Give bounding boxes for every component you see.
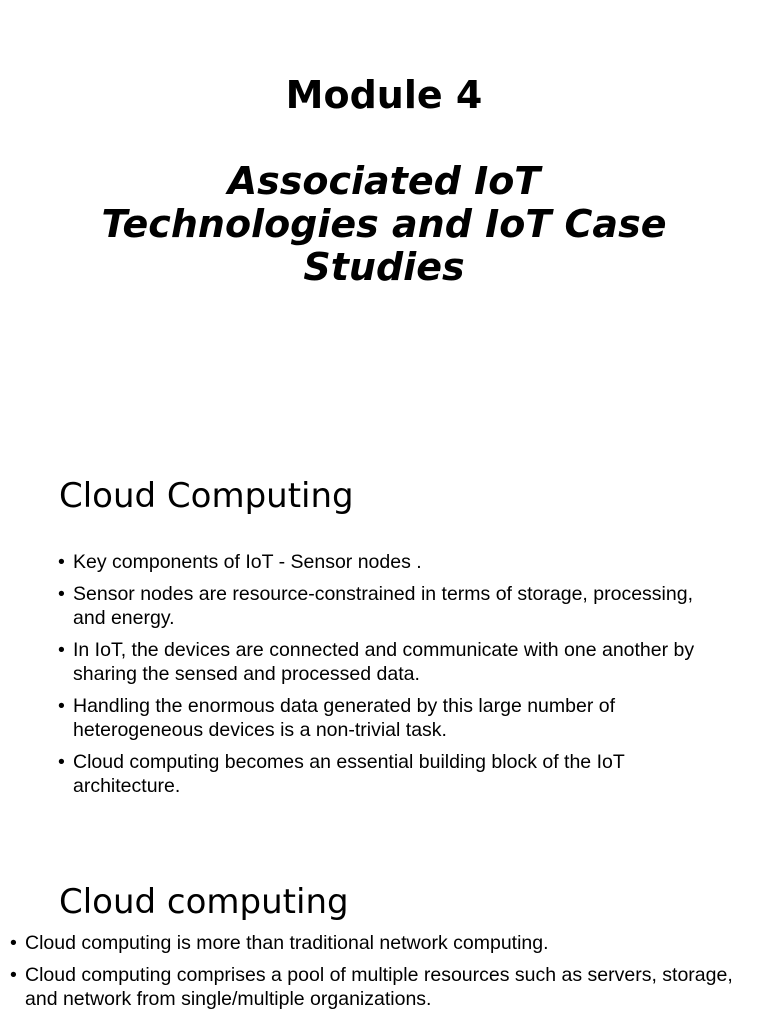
bullet-marker: • [58,551,65,573]
bullet-text: Sensor nodes are resource-constrained in terms of storage, processing, and energy. [73,583,693,629]
bullet-marker: • [58,695,65,717]
slide-cloud-computing-detail [0,840,768,1024]
bullet-item [10,931,750,955]
slide-cloud-computing-intro [0,440,768,840]
bullet-list [58,550,718,806]
bullet-marker: • [58,583,65,605]
bullet-item [58,550,718,574]
module-title: Module 4 [285,73,483,117]
bullet-text: Cloud computing comprises a pool of multiple resources such as servers, storage, and network from single/multiple organizations. [25,964,733,1010]
bullet-item [58,582,718,630]
bullet-list [10,931,750,1019]
bullet-item [10,963,750,1011]
bullet-text: Key components of IoT - Sensor nodes . [73,551,422,573]
slide-heading: Cloud computing [59,882,349,922]
module-subtitle: Associated IoT Technologies and IoT Case Studies [101,159,667,289]
slide-heading: Cloud Computing [59,476,354,516]
bullet-text: Cloud computing becomes an essential building block of the IoT architecture. [73,751,625,797]
bullet-marker: • [10,964,17,986]
bullet-text: Cloud computing is more than traditional network computing. [25,932,549,954]
bullet-item [58,750,718,798]
bullet-marker: • [58,639,65,661]
bullet-text: In IoT, the devices are connected and communicate with one another by sharing the sensed and processed data. [73,639,695,685]
bullet-text: Handling the enormous data generated by this large number of heterogeneous devices is a non-trivial task. [73,695,616,741]
slide-title [0,0,768,440]
bullet-item [58,694,718,742]
bullet-marker: • [10,932,17,954]
bullet-item [58,638,718,686]
bullet-marker: • [58,751,65,773]
